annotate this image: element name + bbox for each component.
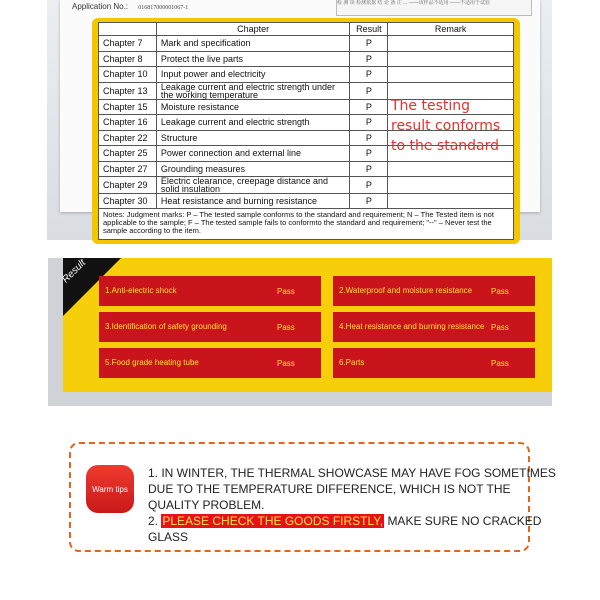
chapter-result: P: [350, 99, 388, 115]
chapter-remark: [388, 130, 514, 146]
chapter-remark: [388, 51, 514, 67]
result-item: [333, 312, 535, 342]
tip-line-2: [148, 513, 558, 545]
remark-annotation: The testing result conforms to the standard: [391, 98, 501, 154]
result-item: [333, 276, 535, 306]
chapter-remark: [388, 161, 514, 177]
report-top-text: 检 测 项 检测依据 结 论 备 注 ... ——该样品不适用 ——不适用于试验: [336, 0, 532, 16]
chapter-result: P: [350, 146, 388, 162]
chapter-remark: [388, 177, 514, 194]
result-item-status: Pass: [277, 322, 295, 332]
application-number: [72, 2, 188, 11]
chapter-result: P: [350, 67, 388, 83]
chapter-number: Chapter 7: [99, 36, 157, 52]
table-row: [99, 161, 514, 177]
chapter-item: Heat resistance and burning resistance: [156, 194, 349, 210]
warm-tips-badge: Warm tips: [86, 465, 134, 513]
result-item-label: 2.Waterproof and moisture resistance: [339, 286, 473, 295]
table-row: [99, 177, 514, 194]
tip-line-2-rest: MAKE SURE NO CRACKED GLASS: [148, 514, 542, 544]
chapter-table: [98, 22, 514, 210]
chapter-result: P: [350, 130, 388, 146]
chapter-result: P: [350, 36, 388, 52]
table-row: [99, 67, 514, 83]
chapter-remark: [388, 194, 514, 210]
header-remark: Remark: [388, 23, 514, 36]
chapter-number: Chapter 27: [99, 161, 157, 177]
application-label: Application No.:: [72, 2, 129, 11]
chapter-remark: [388, 99, 514, 115]
result-item-label: 1.Anti-electric shock: [105, 286, 177, 295]
chapter-number: Chapter 10: [99, 67, 157, 83]
chapter-item: Mark and specification: [156, 36, 349, 52]
result-item-label: 3.Identification of safety grounding: [105, 322, 227, 331]
result-item: [99, 312, 321, 342]
chapter-remark: [388, 115, 514, 131]
chapter-result: P: [350, 82, 388, 99]
chapter-result: P: [350, 161, 388, 177]
tip-line-2-prefix: 2.: [148, 514, 159, 528]
chapter-number: Chapter 8: [99, 51, 157, 67]
chapter-remark: [388, 67, 514, 83]
chapter-number: Chapter 22: [99, 130, 157, 146]
result-item-label: 5.Food grade heating tube: [105, 358, 199, 367]
table-header-row: [99, 23, 514, 36]
chapter-remark: [388, 36, 514, 52]
application-value: 016817000001067-1: [138, 5, 189, 11]
chapter-result: P: [350, 51, 388, 67]
chapter-number: Chapter 16: [99, 115, 157, 131]
chapter-item: Input power and electricity: [156, 67, 349, 83]
chapter-number: Chapter 30: [99, 194, 157, 210]
tip-line-2-highlight: PLEASE CHECK THE GOODS FIRSTLY,: [162, 514, 384, 528]
chapter-number: Chapter 29: [99, 177, 157, 194]
chapter-item: Protect the live parts: [156, 51, 349, 67]
result-ribbon-label: Result: [60, 257, 89, 286]
result-item: [99, 276, 321, 306]
header-result: Result: [350, 23, 388, 36]
chapter-item: Electric clearance, creepage distance and solid insulation: [156, 177, 349, 194]
result-item-status: Pass: [277, 358, 295, 368]
chapter-item: Leakage current and electric strength under the working temperature: [156, 82, 349, 99]
table-row: [99, 99, 514, 115]
table-row: [99, 115, 514, 131]
judgment-notes: Notes: Judgment marks: P – The tested sample conforms to the standard and requirement; N – The Tested item is not applicable to the sample; F – The tested sample fails to conformto the standard and requirement; "--" – Never test the sample according to the item.: [98, 208, 514, 240]
result-item-status: Pass: [277, 286, 295, 296]
chapter-item: Structure: [156, 130, 349, 146]
chapter-item: Grounding measures: [156, 161, 349, 177]
result-item-label: 4.Heat resistance and burning resistance: [339, 322, 485, 331]
result-item-label: 6.Parts: [339, 358, 365, 367]
chapter-remark: [388, 82, 514, 99]
chapter-result: P: [350, 177, 388, 194]
warm-tips-text: [148, 465, 558, 545]
result-item-status: Pass: [491, 322, 509, 332]
table-row: [99, 36, 514, 52]
table-row: [99, 51, 514, 67]
header-blank: [99, 23, 157, 36]
chapter-number: Chapter 13: [99, 82, 157, 99]
chapter-result: P: [350, 115, 388, 131]
table-row: [99, 146, 514, 162]
table-row: [99, 130, 514, 146]
tip-line-1: 1. IN WINTER, THE THERMAL SHOWCASE MAY HAVE FOG SOMETIMES DUE TO THE TEMPERATURE DIFFERENCE, WHICH IS NOT THE QUALITY PROBLEM.: [148, 466, 556, 512]
chapter-item: Power connection and external line: [156, 146, 349, 162]
chapter-result: P: [350, 194, 388, 210]
result-item-status: Pass: [491, 358, 509, 368]
result-item-status: Pass: [491, 286, 509, 296]
chapter-number: Chapter 25: [99, 146, 157, 162]
chapter-item: Moisture resistance: [156, 99, 349, 115]
chapter-remark: [388, 146, 514, 162]
chapter-number: Chapter 15: [99, 99, 157, 115]
result-item: [99, 348, 321, 378]
result-item: [333, 348, 535, 378]
table-row: [99, 82, 514, 99]
chapter-item: Leakage current and electric strength: [156, 115, 349, 131]
table-row: [99, 194, 514, 210]
header-chapter: Chapter: [156, 23, 349, 36]
